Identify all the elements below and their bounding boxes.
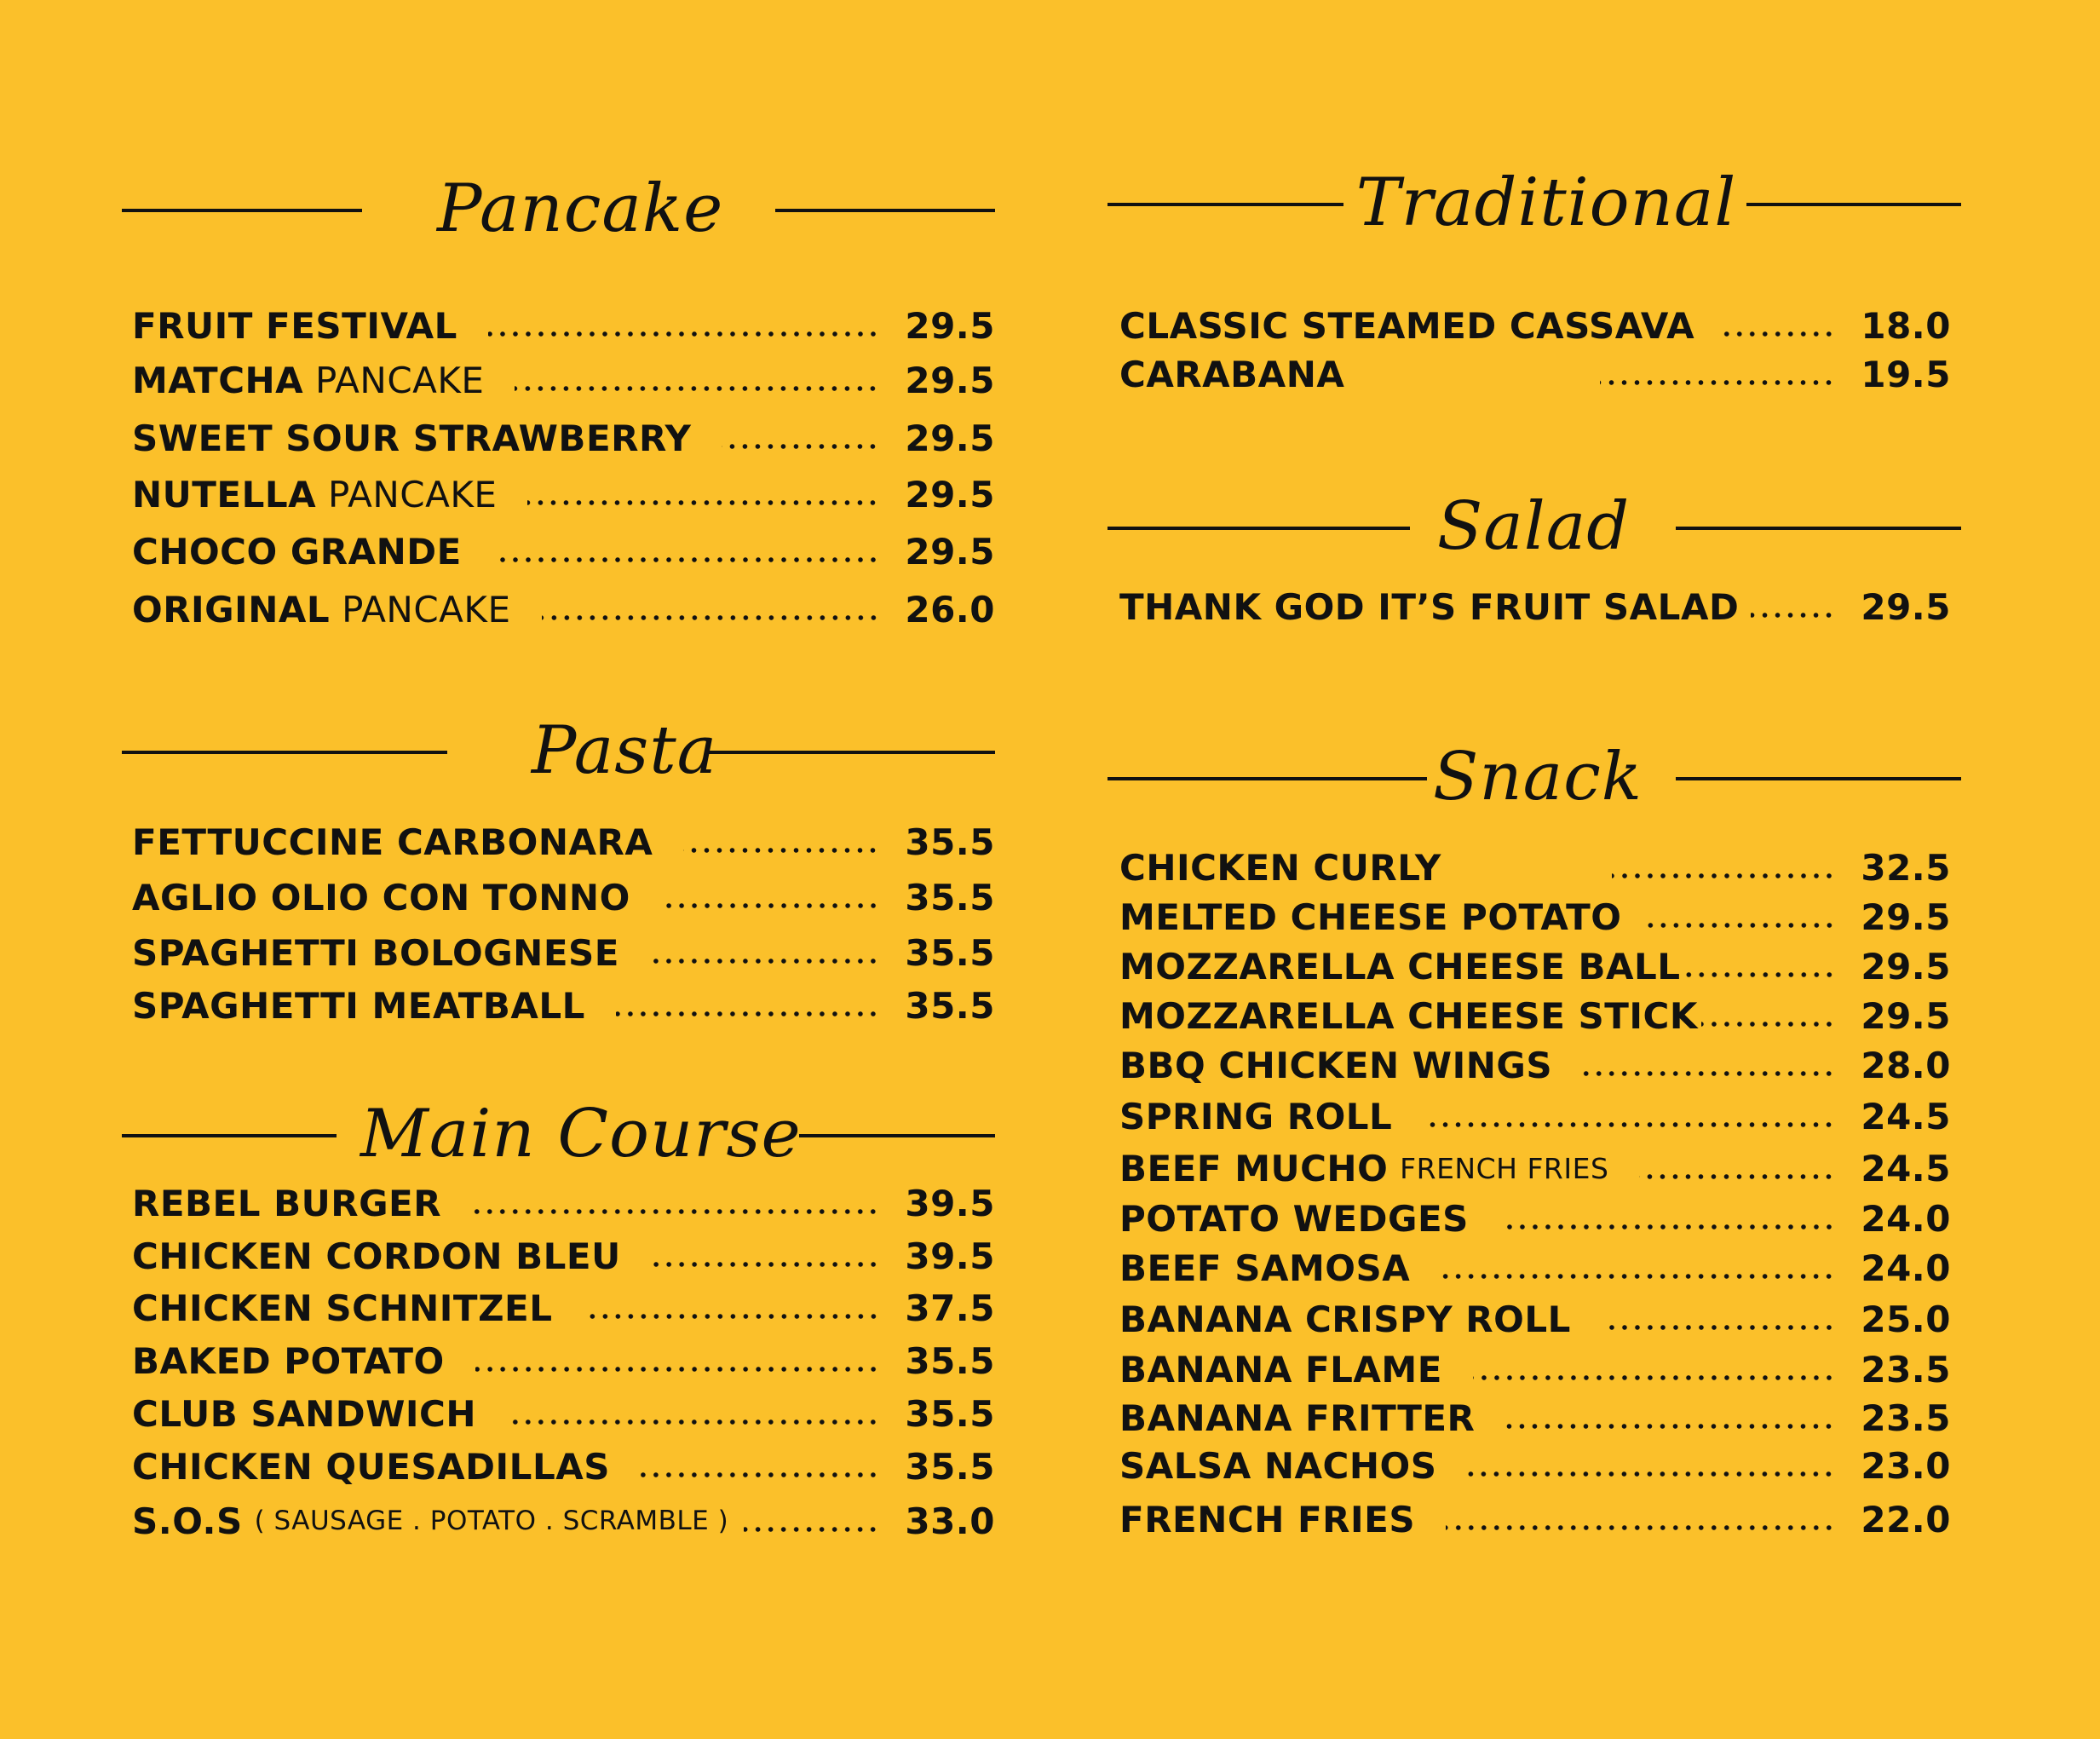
leader-dots [1583,1070,1835,1077]
leader-dots [527,499,879,506]
divider-line [1676,527,1961,530]
item-price: 23.5 [1861,1348,1951,1391]
item-price: 29.5 [1861,994,1951,1037]
item-name: BBQ CHICKEN WINGS [1119,1044,1553,1086]
menu-item [132,469,995,520]
item-price: 22.0 [1861,1498,1951,1540]
leader-dots [1499,1224,1835,1230]
leader-dots [1684,971,1836,978]
item-price: 25.0 [1861,1298,1951,1340]
leader-dots [1751,612,1835,619]
item-price: 29.5 [1861,585,1951,628]
menu-item [132,1230,995,1281]
item-price: 35.5 [905,1339,995,1382]
item-name: CHICKEN QUESADILLAS [132,1445,610,1488]
section-title: Main Course [360,1096,802,1172]
item-price: 29.5 [905,530,995,573]
leader-dots [492,556,880,563]
menu-item [132,526,995,577]
leader-dots [722,443,879,450]
item-price: 24.0 [1861,1247,1951,1289]
section-title: Traditional [1355,164,1737,241]
divider-line [1108,777,1427,780]
item-name: MOZZARELLA CHEESE STICK [1119,994,1698,1037]
menu-item [132,300,995,351]
item-price: 35.5 [905,821,995,863]
menu-item [1119,891,1951,942]
menu-item [1119,300,1951,351]
divider-line [1108,203,1343,206]
salad-heading [1108,480,1961,573]
item-name: CHICKEN CORDON BLEU [132,1235,621,1277]
section-title: Pancake [437,170,724,247]
item-name: FRENCH FRIES [1119,1498,1416,1540]
menu-item [1119,842,1951,893]
divider-line [1676,777,1961,780]
leader-dots [641,1471,879,1478]
traditional-heading [1108,156,1961,250]
item-price: 29.5 [905,359,995,401]
item-name: SPAGHETTI MEATBALL [132,984,585,1027]
leader-dots [650,958,879,965]
item-name: THANK GOD IT’S FRUIT SALAD [1119,585,1740,628]
leader-dots [744,1526,879,1533]
item-price: 19.5 [1861,353,1951,395]
leader-dots [1467,1471,1835,1477]
item-descriptor: FRENCH FRIES [1400,1151,1609,1185]
item-price: 29.5 [1861,945,1951,988]
divider-line [1108,527,1410,530]
leader-dots [542,614,880,621]
leader-dots [661,902,880,909]
leader-dots [1718,331,1835,337]
item-price: 35.5 [905,1392,995,1435]
item-price: 18.0 [1861,304,1951,347]
item-name: CLUB SANDWICH [132,1392,477,1435]
leader-dots [1446,1524,1835,1531]
item-price: 35.5 [905,984,995,1027]
item-price: 39.5 [905,1235,995,1277]
item-name: POTATO WEDGES [1119,1197,1469,1240]
item-name: CHOCO GRANDE [132,530,462,573]
item-name: NUTELLA [132,473,317,515]
menu-item [1119,348,1951,400]
item-descriptor: ( SAUSAGE . POTATO . SCRAMBLE ) [254,1506,729,1536]
leader-dots [1423,1121,1835,1128]
item-name: MELTED CHEESE POTATO [1119,895,1622,938]
leader-dots [488,331,879,337]
divider-line [1746,203,1961,206]
leader-dots [1600,379,1835,386]
divider-line [775,209,995,212]
item-price: 37.5 [905,1287,995,1329]
item-price: 23.5 [1861,1396,1951,1439]
item-price: 24.5 [1861,1095,1951,1137]
leader-dots [1641,922,1836,929]
item-name: CHICKEN CURLY [1119,846,1441,889]
leader-dots [1639,1173,1835,1180]
item-name: SPAGHETTI BOLOGNESE [132,931,619,974]
menu-item [132,584,995,635]
leader-dots [584,1313,880,1320]
menu-item [132,816,995,867]
menu-item [132,980,995,1031]
item-price: 24.5 [1861,1147,1951,1189]
menu-item [1119,1494,1951,1545]
section-title: Snack [1432,739,1643,815]
section-title: Pasta [531,712,718,789]
snack-heading [1108,730,1961,824]
leader-dots [472,1208,879,1215]
menu-item [132,872,995,923]
leader-dots [616,1011,879,1017]
pancake-heading [122,162,995,256]
item-descriptor: PANCAKE [315,359,485,401]
leader-dots [1602,1324,1835,1331]
menu-item [132,1441,995,1492]
divider-line [705,751,995,754]
item-descriptor: PANCAKE [342,588,511,631]
item-name: BANANA FRITTER [1119,1396,1476,1439]
leader-dots [1701,1021,1835,1028]
item-name: BANANA FLAME [1119,1348,1442,1391]
divider-line [122,1134,337,1137]
menu-item [132,354,995,406]
divider-line [122,209,362,212]
leader-dots [1441,1273,1835,1280]
item-price: 29.5 [905,417,995,459]
item-name: SWEET SOUR STRAWBERRY [132,417,692,459]
menu-item [1119,1344,1951,1395]
leader-dots [515,385,879,392]
menu-item [1119,1242,1951,1293]
item-price: 35.5 [905,876,995,918]
menu-item [1119,1091,1951,1142]
main-course-heading [122,1087,995,1181]
menu-item [1119,1293,1951,1345]
leader-dots [683,847,879,854]
item-name: CLASSIC STEAMED CASSAVA [1119,304,1695,347]
item-name: ORIGINAL [132,588,331,631]
menu-item [1119,1193,1951,1244]
item-price: 39.5 [905,1182,995,1224]
menu-item [132,1335,995,1386]
leader-dots [475,1366,880,1373]
item-name: BEEF MUCHO [1119,1147,1389,1189]
item-price: 33.0 [905,1500,995,1542]
divider-line [799,1134,995,1137]
menu-item [1119,941,1951,992]
menu-item [132,1495,995,1546]
item-descriptor: PANCAKE [327,473,498,515]
item-name: FRUIT FESTIVAL [132,304,457,347]
item-name: S.O.S [132,1500,243,1542]
item-name: REBEL BURGER [132,1182,442,1224]
item-price: 35.5 [905,931,995,974]
leader-dots [1612,872,1836,879]
menu-item [132,1178,995,1229]
item-name: BAKED POTATO [132,1339,445,1382]
item-name: FETTUCCINE CARBONARA [132,821,653,863]
item-name: MATCHA [132,359,304,401]
pasta-heading [122,704,995,798]
item-price: 28.0 [1861,1044,1951,1086]
item-price: 29.5 [905,304,995,347]
leader-dots [652,1261,880,1268]
leader-dots [1505,1423,1835,1430]
item-price: 29.5 [905,473,995,515]
menu-item [132,1388,995,1439]
divider-line [122,751,447,754]
item-name: SPRING ROLL [1119,1095,1393,1137]
item-name: CARABANA [1119,353,1345,395]
item-name: SALSA NACHOS [1119,1444,1437,1487]
item-name: BANANA CRISPY ROLL [1119,1298,1571,1340]
menu-item [1119,1440,1951,1491]
item-price: 32.5 [1861,846,1951,889]
leader-dots [1473,1374,1835,1381]
item-name: AGLIO OLIO CON TONNO [132,876,630,918]
item-price: 23.0 [1861,1444,1951,1487]
menu-item [1119,1143,1951,1194]
menu-item [1119,1392,1951,1443]
menu-item [1119,1039,1951,1091]
menu-item [1119,990,1951,1041]
item-price: 26.0 [905,588,995,631]
item-name: BEEF SAMOSA [1119,1247,1411,1289]
item-price: 35.5 [905,1445,995,1488]
item-price: 24.0 [1861,1197,1951,1240]
item-price: 29.5 [1861,895,1951,938]
menu-item [132,927,995,978]
section-title: Salad [1436,488,1631,565]
item-name: CHICKEN SCHNITZEL [132,1287,553,1329]
menu-item [132,1282,995,1333]
menu-item [1119,581,1951,632]
leader-dots [507,1419,879,1425]
menu-item [132,412,995,464]
item-name: MOZZARELLA CHEESE BALL [1119,945,1681,988]
